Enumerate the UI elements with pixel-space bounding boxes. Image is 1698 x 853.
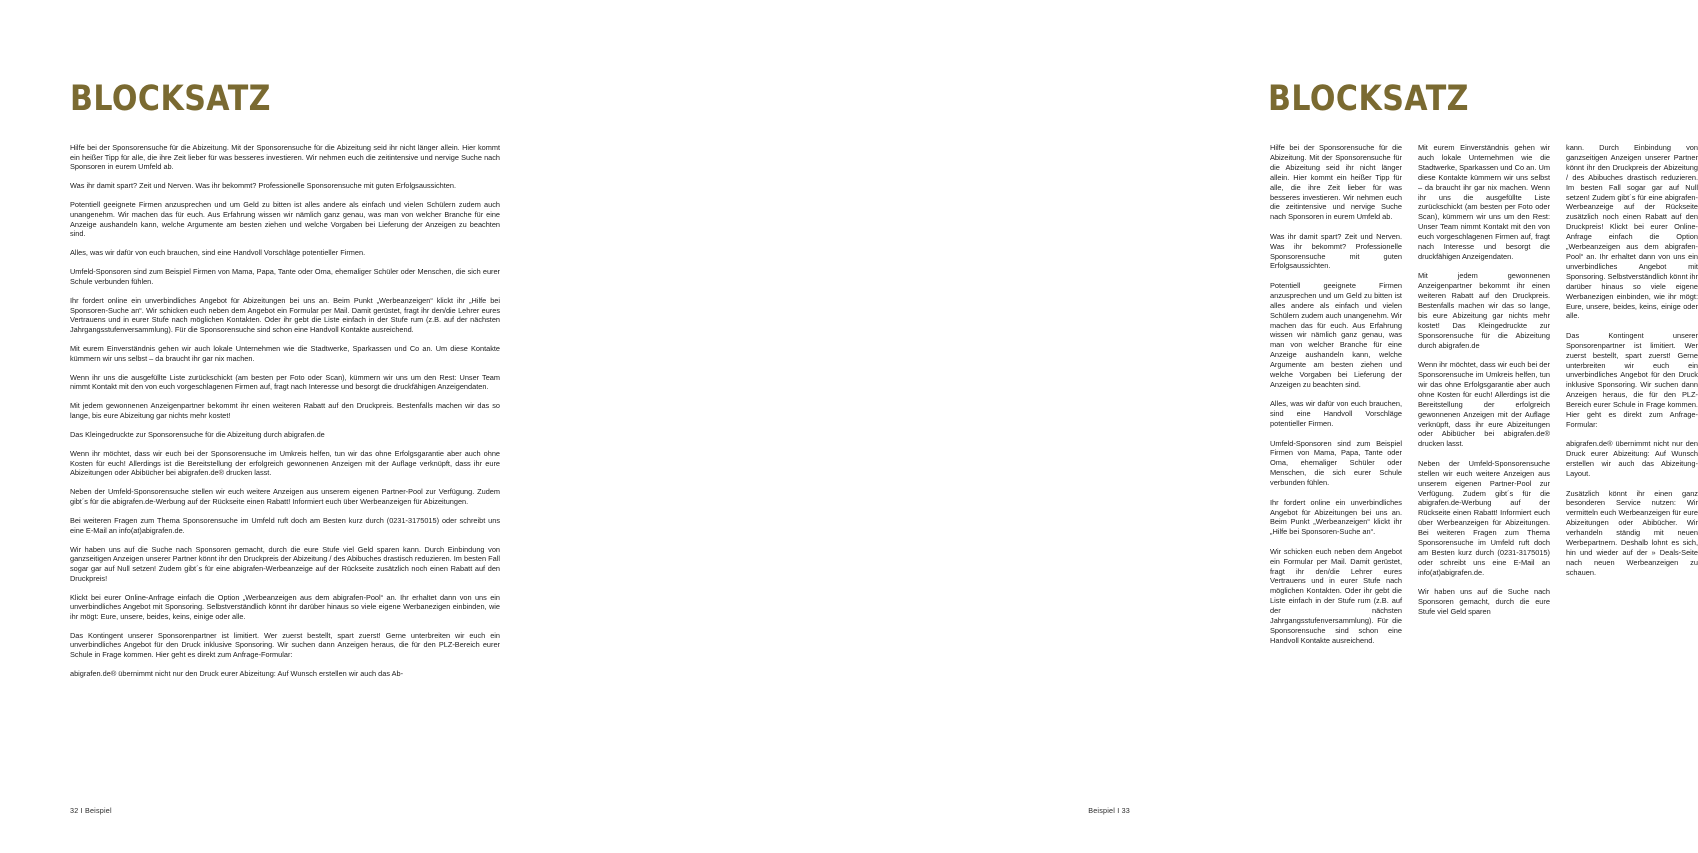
right-page-col2-paragraph: Mit eurem Einverständnis gehen wir auch lokale Unternehmen wie die Stadtwerke, Sparkassen und Co an. Um diese Kontakte kümmern wir uns selbst – da braucht ihr gar nix machen. Wenn ihr uns die ausgefüllte Liste zurückschickt (am besten per Foto oder Scan), kümmern wir uns um den Rest: Unser Team nimmt Kontakt mit den von euch vorgeschlagenen Firmen auf, fragt nach Interesse und besorgt die druckfähigen Anzeigendaten. xyxy=(1418,143,1550,261)
left-page-paragraph: Umfeld-Sponsoren sind zum Beispiel Firmen von Mama, Papa, Tante oder Oma, ehemaliger Schüler oder Menschen, die sich eurer Schule verbunden fühlen. xyxy=(70,267,500,286)
right-page-col3-paragraph: kann. Durch Einbindung von ganzseitigen Anzeigen unserer Partner könnt ihr den Druckpreis der Abizeitung / des Abibuches drastisch reduzieren. Im besten Fall sogar gar auf Null setzen! Zudem gibt´s für eine abigrafen-Werbeanzeige auf der Rückseite zusätzlich noch einen Rabatt auf den Druckpreis! Klickt bei eurer Online-Anfrage einfach die Option „Werbeanzeigen aus dem abigrafen-Pool“ an. Ihr erhaltet dann von uns ein unverbindliches Angebot mit Sponsoring. Selbstverständlich könnt ihr darüber hinaus so viele eigene Werbanezigen einbinden, wie ihr mögt: Eure, unsere, beides, keins, einige oder alle. xyxy=(1566,143,1698,321)
right-page-col1-paragraph: Was ihr damit spart? Zeit und Nerven. Was ihr bekommt? Professionelle Sponsorensuche mit guten Erfolgsaussichten. xyxy=(1270,231,1402,271)
left-page-paragraph: Ihr fordert online ein unverbindliches Angebot für Abizeitungen bei uns an. Beim Punkt „Werbeanzeigen“ klickt ihr „Hilfe bei Sponsoren-Suche an“. Wir schicken euch neben dem Angebot ein Formular per Mail. Damit gerüstet, fragt ihr den/die Lehrer eures Vertrauens und in eurer Stufe nach möglichen Kontakten. Oder ihr gebt die Liste einfach in der Stufe rum (z.B. auf der nächsten Jahrgangsstufenversammlung). Für die Sponsorensuche sind schon eine Handvoll Kontakte ausreichend. xyxy=(70,296,500,334)
page-title-left: BLOCKSATZ xyxy=(70,79,271,119)
right-page-col1-paragraph: Alles, was wir dafür von euch brauchen, sind eine Handvoll Vorschläge potentieller Firmen. xyxy=(1270,399,1402,429)
folio-right: Beispiel I 33 xyxy=(1088,806,1130,815)
left-page-paragraph: Was ihr damit spart? Zeit und Nerven. Was ihr bekommt? Professionelle Sponsorensuche mit guten Erfolgsaussichten. xyxy=(70,181,456,191)
right-page-column-2 xyxy=(1418,143,1550,626)
folio-left: 32 I Beispiel xyxy=(70,806,112,815)
right-page-column-3 xyxy=(1566,143,1698,587)
left-page-paragraph: Alles, was wir dafür von euch brauchen, sind eine Handvoll Vorschläge potentieller Firmen. xyxy=(70,248,366,258)
right-page-col1-paragraph: Hilfe bei der Sponsorensuche für die Abizeitung. Mit der Sponsorensuche für die Abizeitung seid ihr nicht länger allein. Hier kommt ein heißer Tipp für alle, die ihre Zeit lieber für was besseres investieren. Wir nehmen euch die zeitintensive und nervige Suche nach Sponsoren in eurem Umfeld ab. xyxy=(1270,143,1402,222)
left-page-paragraph: Bei weiteren Fragen zum Thema Sponsorensuche im Umfeld ruft doch am Besten kurz durch (0231-3175015) oder schreibt uns eine E-Mail an info(at)abigrafen.de. xyxy=(70,516,500,535)
right-page-col1-paragraph: Potentiell geeignete Firmen anzusprechen und um Geld zu bitten ist alles andere als einfach und vielen Schülern zudem auch unangenehm. Wir machen das für euch. Aus Erfahrung wissen wir nämlich ganz genau, was man von welcher Branche für eine Anzeige aushandeln kann, welche Argumente am besten ziehen und welche Vorgaben bei Lieferung der Anzeigen zu beachten sind. xyxy=(1270,280,1402,389)
right-page-col2-paragraph: Mit jedem gewonnenen Anzeigenpartner bekommt ihr einen weiteren Rabatt auf den Druckpreis. Bestenfalls machen wir das so lange, bis eure Abizeitung gar nichts mehr kostet! Das Kleingedruckte zur Sponsorensuche für die Abizeitung durch abigrafen.de xyxy=(1418,271,1550,350)
right-page-column-1 xyxy=(1270,143,1402,655)
right-page-col1-paragraph: Umfeld-Sponsoren sind zum Beispiel Firmen von Mama, Papa, Tante oder Oma, ehemaliger Schüler oder Menschen, die sich eurer Schule verbunden fühlen. xyxy=(1270,438,1402,488)
right-page xyxy=(600,0,1698,853)
right-page-col3-paragraph: Das Kontingent unserer Sponsorenpartner ist limitiert. Wer zuerst bestellt, spart zuerst! Gerne unterbreiten wir euch ein unverbindliches Angebot für den Druck inklusive Sponsoring. Wir suchen dann Anzeigen heraus, die für den PLZ-Bereich eurer Schule in Frage kommen. Hier geht es direkt zum Anfrage-Formular: xyxy=(1566,330,1698,429)
right-page-col3-paragraph: abigrafen.de® übernimmt nicht nur den Druck eurer Abizeitung: Auf Wunsch erstellen wir auch das Abizeitung-Layout. xyxy=(1566,439,1698,479)
right-page-col1-paragraph: Ihr fordert online ein unverbindliches Angebot für Abizeitungen bei uns an. Beim Punkt „Werbeanzeigen“ klickt ihr „Hilfe bei Sponsoren-Suche an“. xyxy=(1270,497,1402,537)
left-page-paragraph: Wenn ihr uns die ausgefüllte Liste zurückschickt (am besten per Foto oder Scan), kümmern wir uns um den Rest: Unser Team nimmt Kontakt mit den von euch vorgeschlagenen Firmen auf, fragt nach Interesse und besorgt die druckfähigen Anzeigendaten. xyxy=(70,372,500,392)
right-page-col2-paragraph: Wenn ihr möchtet, dass wir euch bei der Sponsorensuche im Umkreis helfen, tun wir das ohne Erfolgsgarantie aber auch ohne Kosten für euch! Allerdings ist die Bereitstellung der erfolgreich gewonnenen Anzeigen mit der Auflage verknüpft, dass ihr eure Abizeitungen oder Abibücher bei abigrafen.de® drucken lasst. xyxy=(1418,360,1550,449)
left-page-paragraph: Hilfe bei der Sponsorensuche für die Abizeitung. Mit der Sponsorensuche für die Abizeitung seid ihr nicht länger allein. Hier kommt ein heißer Tipp für alle, die ihre Zeit lieber für was besseres investieren. Wir nehmen euch die zeitintensive und nervige Suche nach Sponsoren in eurem Umfeld ab. xyxy=(70,143,500,172)
left-page-paragraph: Mit eurem Einverständnis gehen wir auch lokale Unternehmen wie die Stadtwerke, Sparkassen und Co an. Um diese Kontakte kümmern wir uns selbst – da braucht ihr gar nix machen. xyxy=(70,343,500,363)
left-page-paragraph: Klickt bei eurer Online-Anfrage einfach die Option „Werbeanzeigen aus dem abigrafen-Pool“ an. Ihr erhaltet dann von uns ein unverbindliches Angebot mit Sponsoring. Selbstverständlich könnt ihr darüber hinaus so viele eigene Werbanezigen einbinden, wie ihr mögt: Eure, unsere, beides, keins, einige oder alle. xyxy=(70,592,500,621)
right-page-col2-paragraph: Neben der Umfeld-Sponsorensuche stellen wir euch weitere Anzeigen aus unserem eigenen Partner-Pool zur Verfügung. Zudem gibt´s für die abigrafen.de-Werbung auf der Rückseite einen Rabatt! Informiert euch über Werbeanzeigen für Abizeitungen. Bei weiteren Fragen zum Thema Sponsorensuche im Umfeld ruft doch am Besten kurz durch (0231-3175015) oder schreibt uns eine E-Mail an info(at)abigrafen.de. xyxy=(1418,458,1550,577)
right-page-col3-paragraph: Zusätzlich könnt ihr einen ganz besonderen Service nutzen: Wir vermitteln euch Werbeanzeigen für eure Abizeitungen oder Abibücher. Wir verhandeln ständig mit neuen Werbepartnern. Deshalb lohnt es sich, hin und wieder auf der » Deals-Seite nach neuen Werbeanzeigen zu schauen. xyxy=(1566,488,1698,577)
left-page-paragraph: Mit jedem gewonnenen Anzeigenpartner bekommt ihr einen weiteren Rabatt auf den Druckpreis. Bestenfalls machen wir das so lange, bis eure Abizeitung gar nichts mehr kostet! xyxy=(70,401,500,420)
left-page xyxy=(0,0,600,853)
page-title-right: BLOCKSATZ xyxy=(1268,79,1469,119)
left-page-paragraph: Neben der Umfeld-Sponsorensuche stellen wir euch weitere Anzeigen aus unserem eigenen Partner-Pool zur Verfügung. Zudem gibt´s für die abigrafen.de-Werbung auf der Rückseite einen Rabatt! Informiert euch über Werbeanzeigen für Abizeitungen. xyxy=(70,487,500,506)
left-page-paragraph: Wenn ihr möchtet, dass wir euch bei der Sponsorensuche im Umkreis helfen, tun wir das ohne Erfolgsgarantie aber auch ohne Kosten für euch! Allerdings ist die Bereitstellung der erfolgreich gewonnenen Anzeigen mit der Auflage verknüpft, dass ihr eure Abizeitungen oder Abibücher bei abigrafen.de® drucken lasst. xyxy=(70,449,500,478)
left-page-paragraph: abigrafen.de® übernimmt nicht nur den Druck eurer Abizeitung: Auf Wunsch erstellen wir auch das Ab- xyxy=(70,669,404,679)
left-page-paragraph: Potentiell geeignete Firmen anzusprechen und um Geld zu bitten ist alles andere als einfach und vielen Schülern zudem auch unangenehm. Wir machen das für euch. Aus Erfahrung wissen wir nämlich ganz genau, was man von welcher Branche für eine Anzeige aushandeln kann, welche Argumente am besten ziehen und welche Vorgaben bei Lieferung der Anzeigen zu beachten sind. xyxy=(70,200,500,239)
left-page-paragraph: Das Kleingedruckte zur Sponsorensuche für die Abizeitung durch abigrafen.de xyxy=(70,429,325,439)
left-page-body-column xyxy=(70,143,500,688)
left-page-paragraph: Wir haben uns auf die Suche nach Sponsoren gemacht, durch die eure Stufe viel Geld sparen kann. Durch Einbindung von ganzseitigen Anzeigen unserer Partner könnt ihr den Druckpreis der Abizeitung / des Abibuches drastisch reduzieren. Im besten Fall sogar gar auf Null setzen! Zudem gibt´s für eine abigrafen-Werbeanzeige auf der Rückseite zusätzlich noch einen Rabatt auf den Druckpreis! xyxy=(70,544,500,583)
left-page-paragraph: Das Kontingent unserer Sponsorenpartner ist limitiert. Wer zuerst bestellt, spart zuerst! Gerne unterbreiten wir euch ein unverbindliches Angebot für den Druck inklusive Sponsoring. Wir suchen dann Anzeigen heraus, die für den PLZ-Bereich eurer Schule in Frage kommen. Hier geht es direkt zum Anfrage-Formular: xyxy=(70,630,500,660)
right-page-col2-paragraph: Wir haben uns auf die Suche nach Sponsoren gemacht, durch die eure Stufe viel Geld sparen xyxy=(1418,587,1550,616)
right-page-col1-paragraph: Wir schicken euch neben dem Angebot ein Formular per Mail. Damit gerüstet, fragt ihr den/die Lehrer eures Vertrauens und in eurer Stufe nach möglichen Kontakten. Oder ihr gebt die Liste einfach in der Stufe rum (z.B. auf der nächsten Jahrgangsstufenversammlung). Für die Sponsorensuche sind schon eine Handvoll Kontakte ausreichend. xyxy=(1270,546,1402,645)
